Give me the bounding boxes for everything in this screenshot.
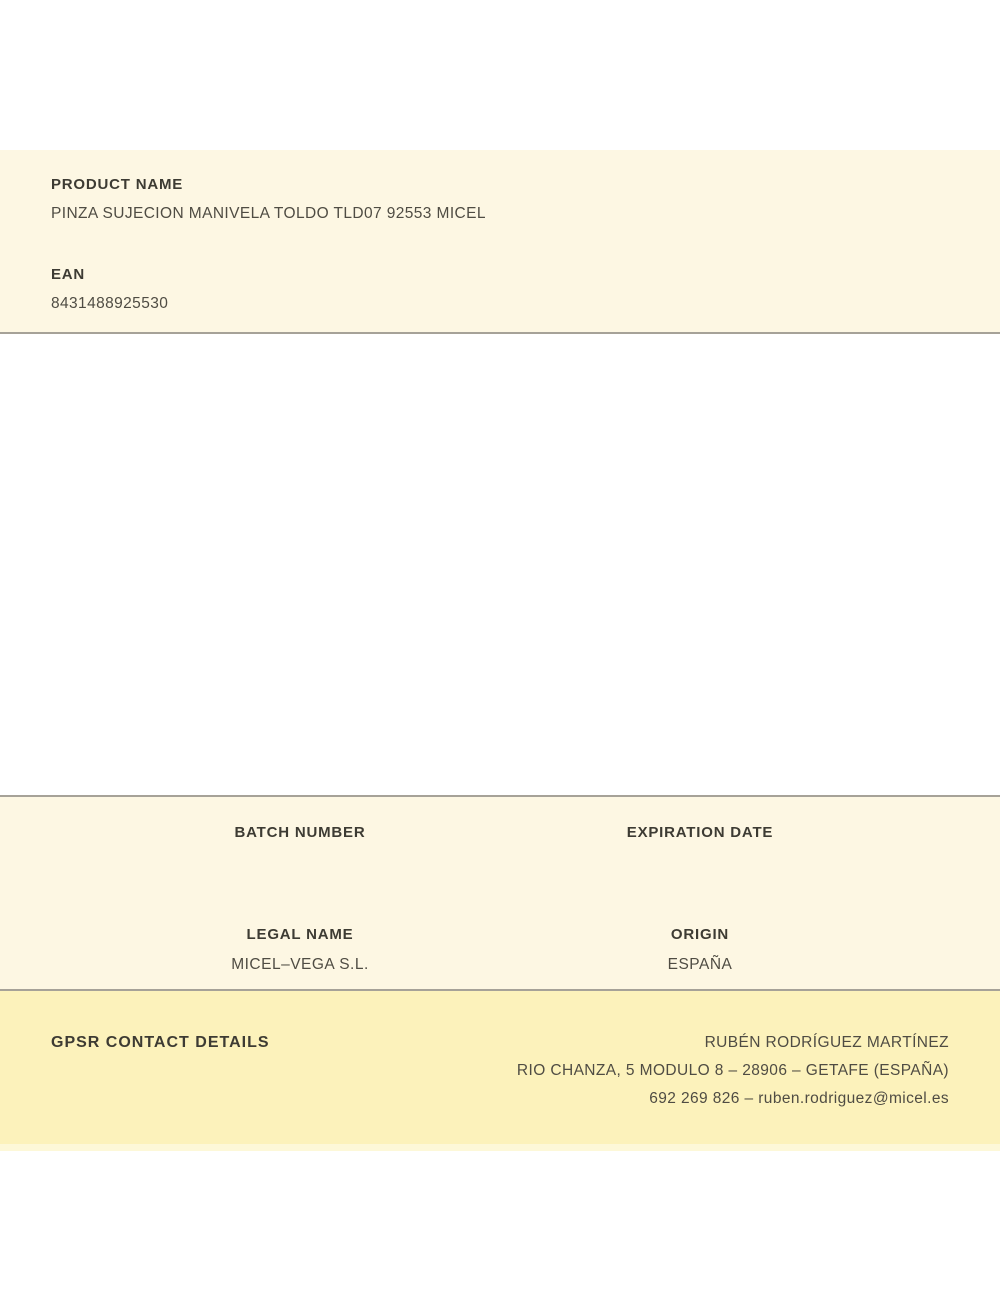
contact-phone-email: 692 269 826 – ruben.rodriguez@micel.es bbox=[649, 1090, 949, 1107]
legal-name-cell bbox=[100, 926, 500, 974]
origin-cell bbox=[500, 926, 900, 974]
section-bottom-fade bbox=[0, 1144, 1000, 1151]
expiration-date-cell bbox=[500, 824, 900, 854]
gpsr-contact-label: GPSR CONTACT DETAILS bbox=[51, 1034, 270, 1051]
gpsr-contact-inner bbox=[0, 991, 1000, 1113]
middle-whitespace bbox=[0, 334, 1000, 795]
ean-label: EAN bbox=[51, 266, 86, 283]
ean-field bbox=[51, 266, 949, 313]
legal-name-value: MICEL–VEGA S.L. bbox=[231, 956, 369, 973]
legal-name-label: LEGAL NAME bbox=[246, 926, 354, 943]
origin-value: ESPAÑA bbox=[667, 956, 733, 973]
batch-expiration-row bbox=[100, 824, 900, 854]
contact-person-name: RUBÉN RODRÍGUEZ MARTÍNEZ bbox=[704, 1034, 949, 1051]
top-whitespace bbox=[0, 0, 1000, 150]
ean-value: 8431488925530 bbox=[51, 295, 169, 312]
batch-number-label: BATCH NUMBER bbox=[234, 824, 366, 841]
contact-address: RIO CHANZA, 5 MODULO 8 – 28906 – GETAFE (ESPAÑA) bbox=[516, 1062, 949, 1079]
batch-number-cell bbox=[100, 824, 500, 854]
gpsr-contact-info bbox=[517, 1029, 949, 1113]
product-name-label: PRODUCT NAME bbox=[51, 176, 184, 193]
expiration-date-label: EXPIRATION DATE bbox=[626, 824, 774, 841]
legal-origin-row bbox=[100, 926, 900, 974]
product-name-field bbox=[51, 176, 949, 223]
gpsr-contact-section bbox=[0, 991, 1000, 1151]
batch-origin-section bbox=[0, 795, 1000, 991]
origin-label: ORIGIN bbox=[670, 926, 730, 943]
product-name-value: PINZA SUJECION MANIVELA TOLDO TLD07 92553 MICEL bbox=[51, 205, 486, 222]
product-section bbox=[0, 150, 1000, 334]
